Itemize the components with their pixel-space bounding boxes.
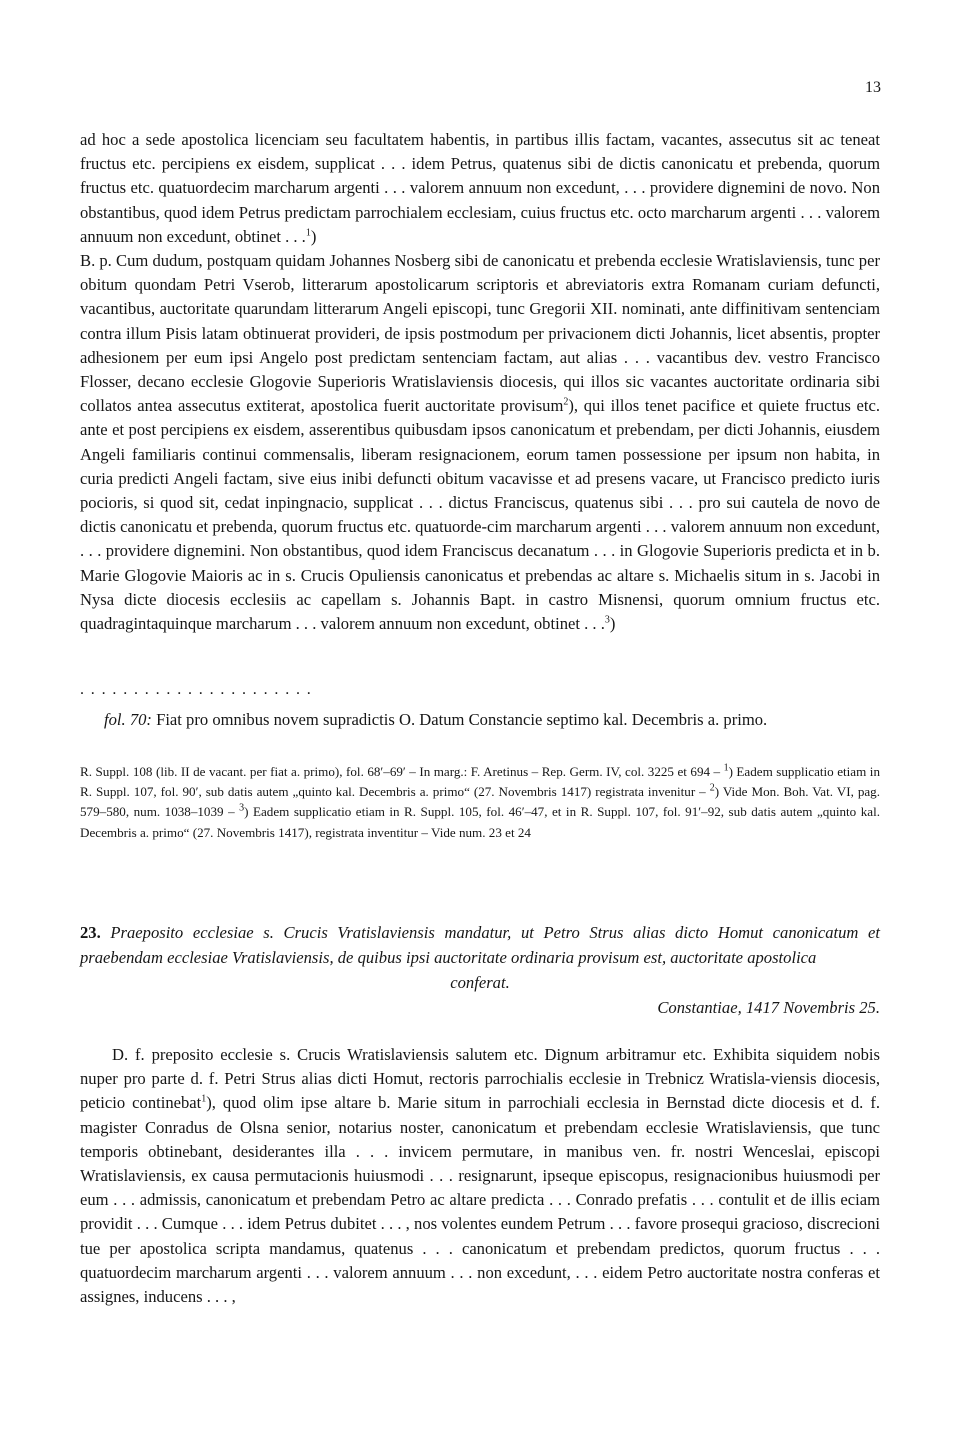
note-marker-2: 2 [709,782,715,794]
letter-text [80,1043,880,1309]
document-number: 23. [80,923,101,942]
document-date: Constantiae, 1417 Novembris 25. [657,998,880,1017]
letter-paragraph [80,1043,880,1309]
folio-reference: fol. 70: [104,710,152,729]
summary-text: Praeposito ecclesiae s. Crucis Vratislaviensis mandatur, ut Petro Strus alias dicto Homut canonicatum et praebendam ecclesiae Vratislaviensis, de quibus ipsi auctoritate ordinaria provisum est, auctoritate apostolica [80,923,880,967]
letter-footnote-ref: 1 [201,1093,207,1105]
paragraph-2-tail: ) [609,614,616,634]
paragraph-1-text: ad hoc a sede apostolica licenciam seu facultatem habentis, in partibus illis factam, vacantes, assecutus sit ac teneat fructus etc. percipiens ex eisdem, supplicat . . . idem Petrus, quatenus sibi de dictis canonicatu et prebenda, quorum fructus etc. quatuordecim marcharum argenti . . . valorem annuum non excedunt, . . . providere dignemini de novo. Non obstantibus, quod idem Petrus predictam parrochialem ecclesiam, cuius fructus etc. octo marcharum argenti . . . valorem annuum non excedunt, obtinet . . . [80,130,880,246]
paragraph-2-text-b: ), qui illos tenet pacifice et quiete fructus etc. ante et post percipiens ex eisdem, asserentibus quibusdam ipsos canonicatum et prebendam, per dicti Johannis, eiusdem Angeli familiaris continui commensalis, liberam resignacionem, eorum tamen possessione per ipsum non habita, in curia predicti Angeli factam, sive eius inibi defuncti obitum vacavisse et ad presens vacare, ut Francisco predicto iuris pocioris, si quod sit, cedat inpingnacio, supplicat . . . dictus Franciscus, quatenus sibi . . . pro sui cautela de novo de dictis canonicatu et prebenda, quorum fructus etc. quatuorde-cim marcharum argenti . . . valorem annuum non excedunt, . . . providere dignemini. Non obstantibus, quod idem Franciscus decanatum . . . in Glogovie Superioris predicta et in b. Marie Glogovie Maioris ac in s. Crucis Opuliensis canonicatus et prebendas ac altare s. Michaelis situm in s. Jacobi in Nysa dicte diocesis ecclesiis ac capellam s. Johannis Bapt. in castro Misnensi, quorum omnium fructus etc. quadragintaquinque marcharum . . . valorem annuum non excedunt, obtinet . . . [80,396,880,634]
petition-paragraph-2 [80,249,880,636]
letter-text-b: ), quod olim ipse altare b. Marie situm in parrochiali ecclesia in Bernstad dicte diocesis et d. f. magister Conradus de Olsna senior, notarius noster, canonicatum et prebendam ecclesie Wratislaviensis, que tunc temporis obtinebant, desiderantes illa . . . invicem permutare, in manibus ven. fr. nostri Wenceslai, episcopi Wratislaviensis, ex causa permutacionis huiusmodi . . . resignarunt, ipseque episcopus, resignacionibus huiusmodi per eum . . . admissis, canonicatum et prebendam Petro ac altare predicta . . . Conrado prefatis . . . contulit et de illis eciam providit . . . Cumque . . . idem Petrus dubitet . . . , nos volentes eundem Petrum . . . favore prosequi gracioso, discrecioni tue per apostolica scripta mandamus, quatenus . . . canonicatum et prebendam predictos, quorum fructus . . . quatuordecim marcharum argenti . . . valorem annuum . . . non excedunt, . . . eidem Petro auctoritate nostra conferas et assignes, inducens . . . , [80,1093,880,1307]
letter-text-a: D. f. preposito ecclesie s. Crucis Wratislaviensis salutem etc. Dignum arbitramur etc. Exhibita siquidem nobis nuper pro parte d. f. Petri Strus alias dicti Homut, rectoris parrochialis ecclesie in Trebnicz Wratisla-viensis diocesis, peticio continebat [80,1045,880,1113]
footnote-ref-2: 2 [563,396,569,408]
document-heading [80,920,880,1020]
document-summary [80,920,880,970]
folio-line [104,708,880,732]
page-number: 13 [865,79,881,96]
paragraph-1-tail: ) [310,226,317,246]
footnote-ref-3: 3 [604,614,610,626]
footnote-ref-1: 1 [305,227,311,239]
petition-paragraph-1 [80,128,880,249]
footnote-block [80,762,880,843]
omission-dots: . . . . . . . . . . . . . . . . . . . . . . [80,681,313,698]
note-text-2: ) Eadem supplicatio etiam in R. Suppl. 107, fol. 90′, sub datis autem „quinto kal. Decembris a. primo“ (27. Novembris 1417) registrata invenitur – [80,764,880,800]
folio-text: Fiat pro omnibus novem supradictis O. Datum Constancie septimo kal. Decembris a. primo. [156,710,768,729]
note-marker-3: 3 [239,803,245,815]
summary-end: conferat. [450,973,510,992]
footnotes [80,762,880,843]
petition-continuation [80,128,880,636]
paragraph-2-text-a: B. p. Cum dudum, postquam quidam Johannes Nosberg sibi de canonicatu et prebenda ecclesie Wratislaviensis, tunc per obitum quondam Petri Vserob, litterarum apostolicarum scriptoris et abreviatoris extra Romanam curiam defuncti, vacantibus, auctoritate quarundam litterarum Angeli episcopi, tunc Gregorii XII. nominati, ante diffinitivam sentenciam contra illum Pisis latam obtinuerat provideri, de ipsis postmodum per privacionem dicti Johannis, licet absentis, propter adhesionem per eum ipsi Angelo post predictam sentenciam factam, aut alias . . . vacantibus dev. vestro Francisco Flosser, decano ecclesie Glogovie Superioris Wratislaviensis diocesis, qui illos sic vacantes auctoritate ordinaria sibi collatos antea assecutus extiterat, apostolica fuerit auctoritate provisum [80,251,880,416]
note-text-1: R. Suppl. 108 (lib. II de vacant. per fiat a. primo), fol. 68′–69′ – In marg.: F. Aretinus – Rep. Germ. IV, col. 3225 et 694 – [80,764,724,779]
note-text-4: ) Eadem supplicatio etiam in R. Suppl. 105, fol. 46′–47, et in R. Suppl. 107, fol. 91′–92, sub datis autem „quinto kal. Decembris a. primo“ (27. Novembris 1417), registrata inventitur – Vide num. 23 et 24 [80,804,881,840]
note-marker-1: 1 [723,762,729,774]
note-text-3: ) Vide Mon. Boh. Vat. VI, pag. 579–580, num. 1038–1039 – [80,784,881,820]
